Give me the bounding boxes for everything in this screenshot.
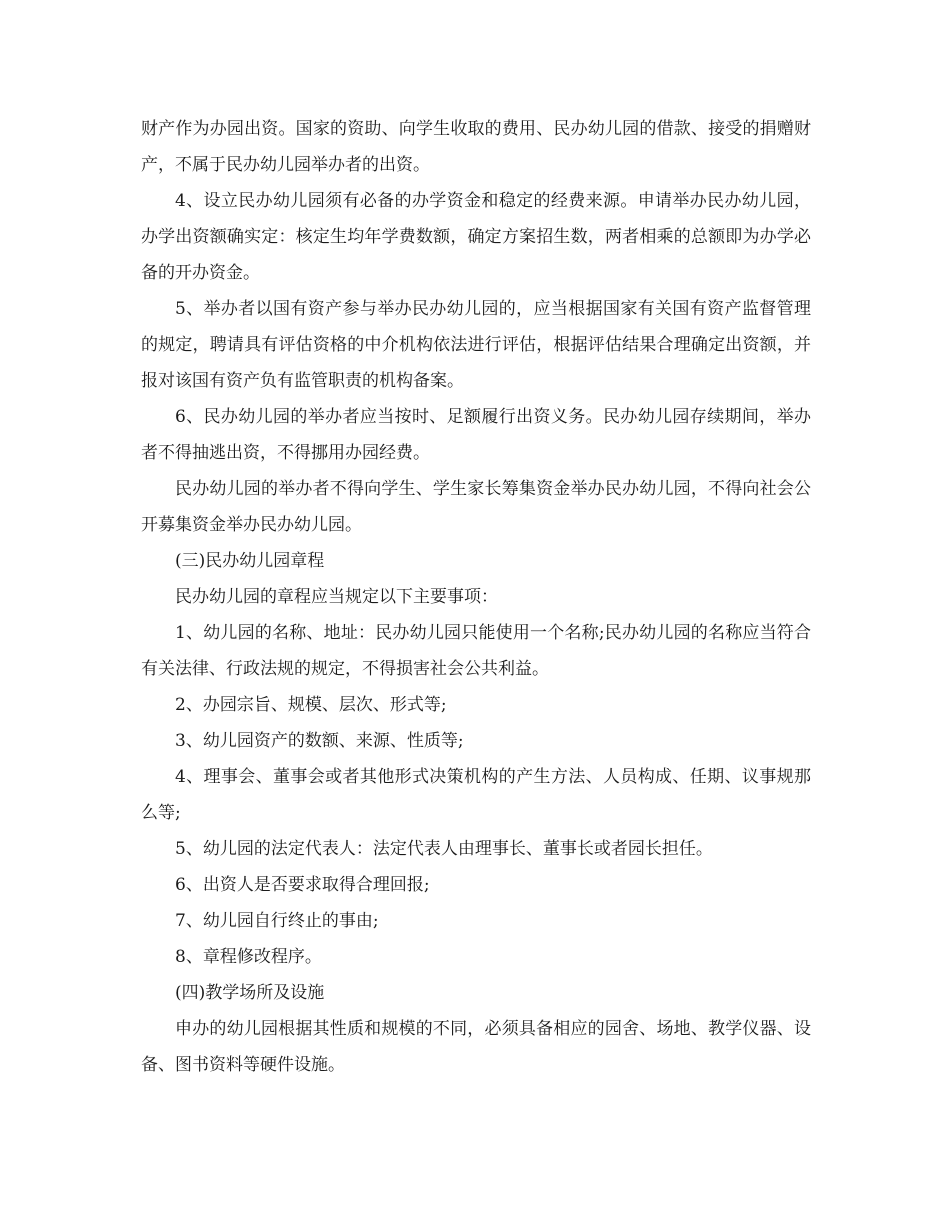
paragraph-4: 6、民办幼儿园的举办者应当按时、足额履行出资义务。民办幼儿园存续期间，举办者不得抽逃出资，不得挪用办园经费。 — [141, 407, 811, 463]
document-body — [141, 111, 811, 1083]
section-heading-3: (三)民办幼儿园章程 — [175, 551, 325, 571]
list-item-4: 4、理事会、董事会或者其他形式决策机构的产生方法、人员构成、任期、议事规那么等; — [141, 767, 811, 823]
list-item-7: 7、幼儿园自行终止的事由; — [175, 911, 379, 931]
paragraph-5: 民办幼儿园的举办者不得向学生、学生家长筹集资金举办民办幼儿园，不得向社会公开募集资金举办民办幼儿园。 — [141, 479, 811, 535]
list-item-8: 8、章程修改程序。 — [175, 947, 322, 967]
section-heading-4: (四)教学场所及设施 — [175, 983, 325, 1003]
list-item-3: 3、幼儿园资产的数额、来源、性质等; — [175, 731, 464, 751]
list-item-5: 5、幼儿园的法定代表人：法定代表人由理事长、董事长或者园长担任。 — [175, 839, 713, 859]
paragraph-3: 5、举办者以国有资产参与举办民办幼儿园的，应当根据国家有关国有资产监督管理的规定，聘请具有评估资格的中介机构依法进行评估，根据评估结果合理确定出资额，并报对该国有资产负有监管职责的机构备案。 — [141, 299, 811, 391]
list-item-1: 1、幼儿园的名称、地址：民办幼儿园只能使用一个名称;民办幼儿园的名称应当符合有关法律、行政法规的规定，不得损害社会公共利益。 — [141, 623, 811, 679]
paragraph-1: 财产作为办园出资。国家的资助、向学生收取的费用、民办幼儿园的借款、接受的捐赠财产，不属于民办幼儿园举办者的出资。 — [141, 119, 811, 175]
list-item-2: 2、办园宗旨、规模、层次、形式等; — [175, 695, 447, 715]
paragraph-17: 申办的幼儿园根据其性质和规模的不同，必须具备相应的园舍、场地、教学仪器、设备、图书资料等硬件设施。 — [141, 1019, 811, 1075]
list-item-6: 6、出资人是否要求取得合理回报; — [175, 875, 430, 895]
paragraph-7: 民办幼儿园的章程应当规定以下主要事项： — [175, 587, 498, 607]
paragraph-2: 4、设立民办幼儿园须有必备的办学资金和稳定的经费来源。申请举办民办幼儿园，办学出资额确实定：核定生均年学费数额，确定方案招生数，两者相乘的总额即为办学必备的开办资金。 — [141, 191, 811, 283]
